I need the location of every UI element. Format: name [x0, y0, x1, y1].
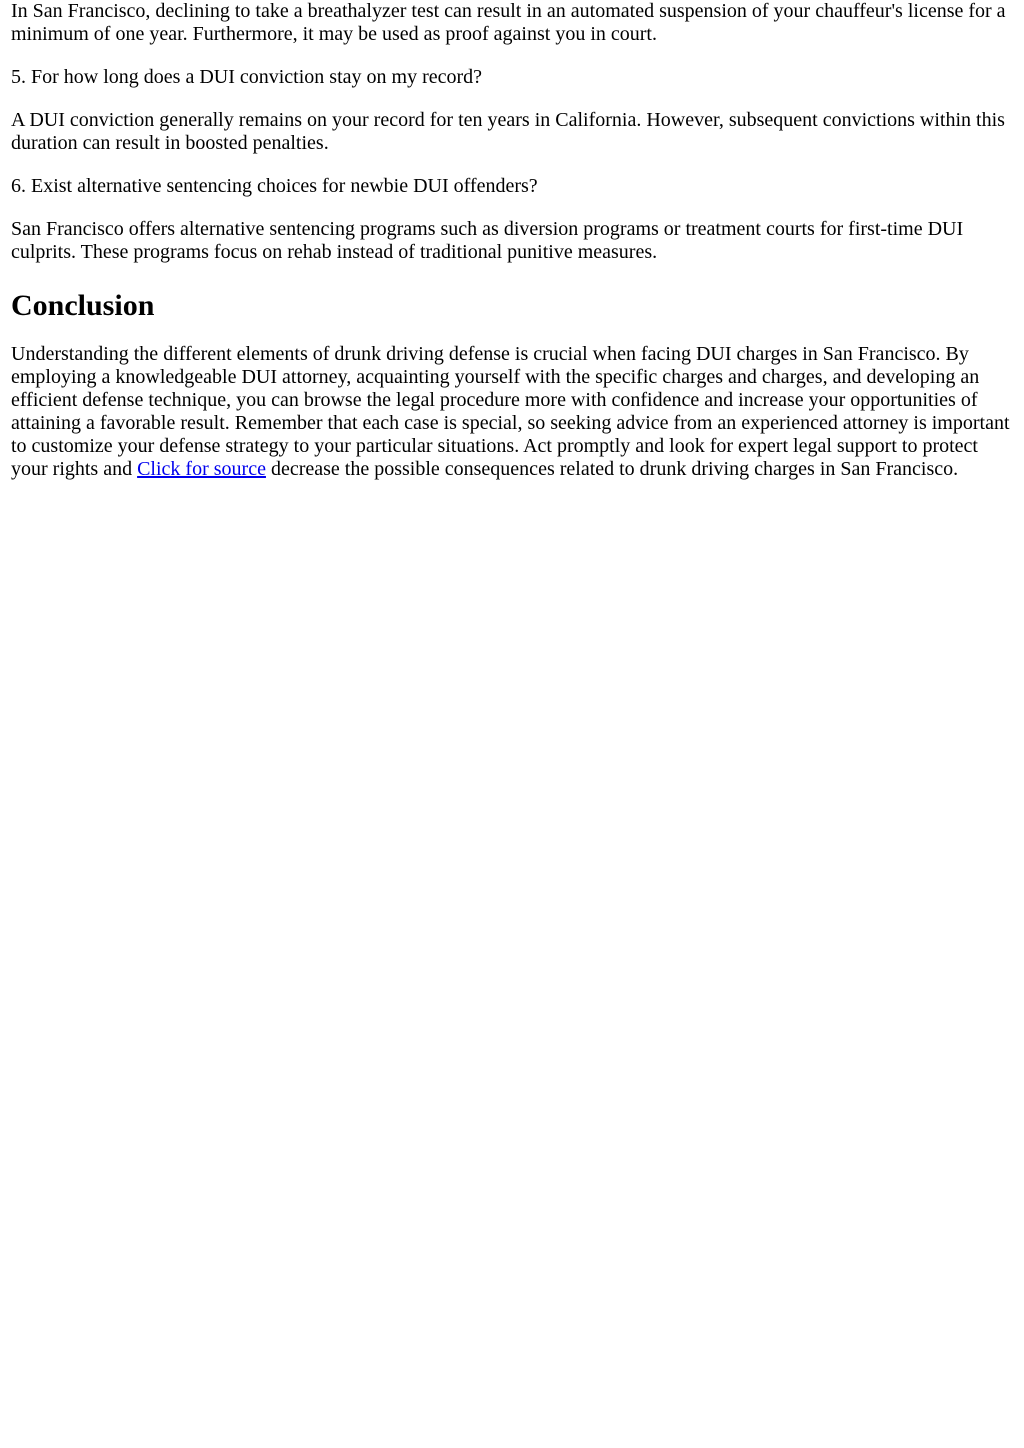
conclusion-text-before-link: Understanding the different elements of drunk driving defense is crucial when facing DUI charges in San Francisco. By employing a knowledgeable DUI attorney, acquainting yourself with the specific charges and charges, and developing an efficient defense technique, you can browse the legal procedure more with confidence and increase your opportunities of attaining a favorable result. Remember that each case is special, so seeking advice from an experienced attorney is important to customize your defense strategy to your particular situations. Act promptly and look for expert legal support to protect your rights and [11, 343, 1010, 480]
faq-question-5: 5. For how long does a DUI conviction stay on my record? [11, 66, 483, 88]
conclusion-text-after-link: decrease the possible consequences related to drunk driving charges in San Francisco. [265, 458, 959, 480]
faq-question-6: 6. Exist alternative sentencing choices for newbie DUI offenders? [11, 175, 538, 197]
faq-answer-5: A DUI conviction generally remains on your record for ten years in California. However, subsequent convictions within this duration can result in boosted penalties. [11, 109, 1005, 154]
paragraph-breathalyzer-answer: In San Francisco, declining to take a breathalyzer test can result in an automated suspension of your chauffeur's license for a minimum of one year. Furthermore, it may be used as proof against you in court. [11, 0, 1006, 45]
faq-answer-6: San Francisco offers alternative sentencing programs such as diversion programs or treatment courts for first-time DUI culprits. These programs focus on rehab instead of traditional punitive measures. [11, 218, 964, 263]
source-link[interactable]: Click for source [137, 458, 266, 480]
article-body [0, 0, 1024, 481]
conclusion-heading: Conclusion [11, 289, 155, 322]
conclusion-paragraph [11, 343, 1013, 481]
